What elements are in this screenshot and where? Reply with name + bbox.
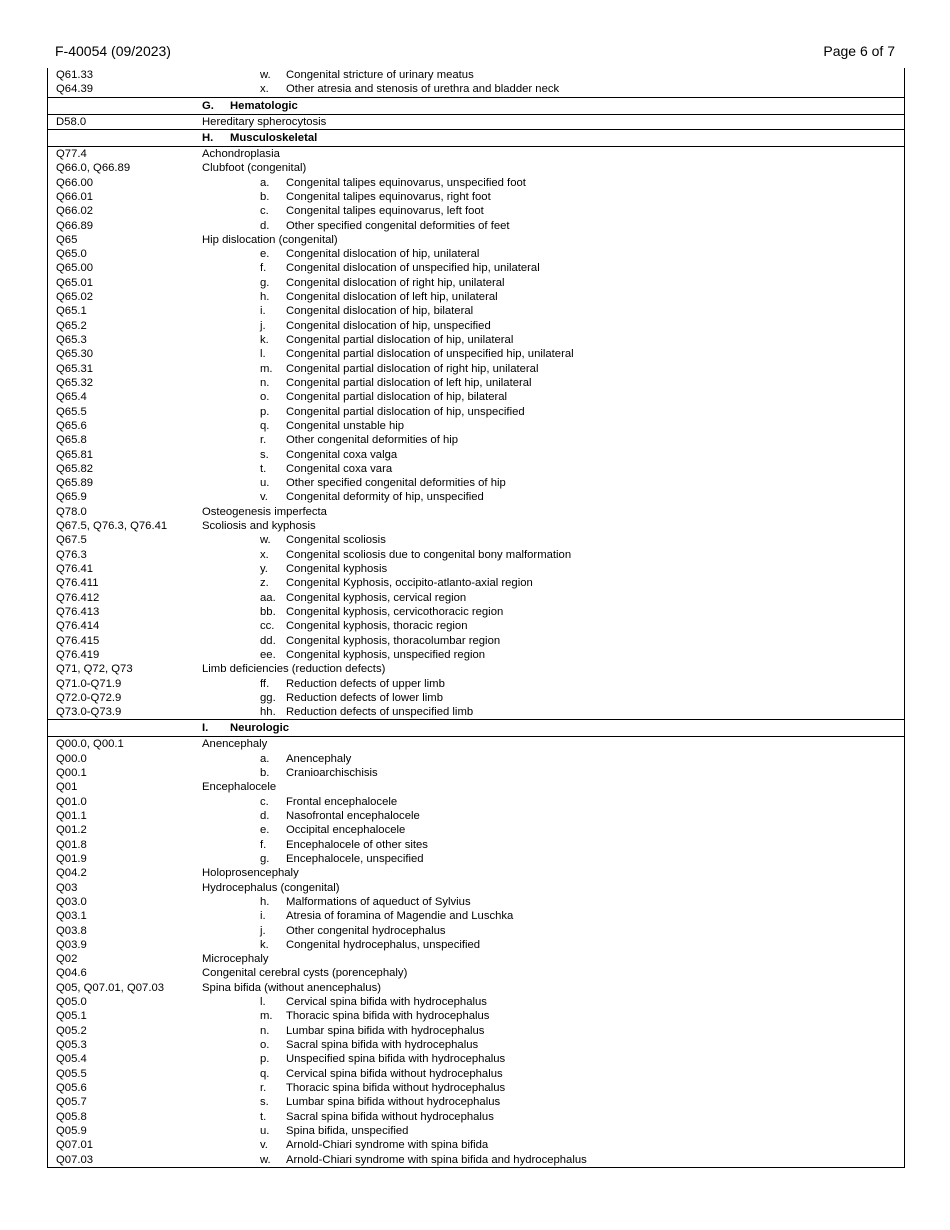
diagnosis-code: Q03 [56,881,78,894]
table-row [48,1024,904,1038]
diagnosis-description: Congenital talipes equinovarus, right foot [286,190,491,203]
section-letter: G. [202,99,214,112]
diagnosis-description: Reduction defects of upper limb [286,677,445,690]
diagnosis-code: Q76.414 [56,620,100,633]
table-row [48,476,904,490]
diagnosis-description: Holoprosencephaly [202,867,299,880]
item-letter: o. [260,391,270,404]
item-letter: q. [260,1067,270,1080]
item-letter: c. [260,795,269,808]
diagnosis-description: Congenital cerebral cysts (porencephaly) [202,967,408,980]
item-letter: r. [260,434,267,447]
diagnosis-code: Q65.30 [56,348,94,361]
diagnosis-code: Q66.02 [56,205,94,218]
table-row [48,247,904,261]
diagnosis-description: Osteogenesis imperfecta [202,505,327,518]
table-row [48,405,904,419]
diagnosis-description: Scoliosis and kyphosis [202,520,316,533]
diagnosis-description: Lumbar spina bifida without hydrocephalus [286,1096,501,1109]
item-letter: g. [260,852,270,865]
table-row [48,705,904,719]
diagnosis-description: Sacral spina bifida with hydrocephalus [286,1039,479,1051]
table-row [48,952,904,966]
item-letter: h. [260,895,270,908]
table-row [48,780,904,794]
section-title: Hematologic [230,99,298,112]
diagnosis-code: Q03.9 [56,938,87,951]
table-row [48,376,904,390]
table-row [48,333,904,347]
diagnosis-description: Congenital scoliosis [286,534,386,547]
diagnosis-code: Q67.5, Q76.3, Q76.41 [56,520,168,533]
table-row [48,648,904,662]
item-letter: x. [260,83,269,96]
item-letter: j. [260,319,266,332]
table-row [48,766,904,780]
diagnosis-code: Q07.03 [56,1153,94,1166]
page-number: Page 6 of 7 [823,43,895,59]
diagnosis-description: Congenital Kyphosis, occipito-atlanto-axial region [286,577,533,590]
diagnosis-code: Q05.9 [56,1124,87,1137]
diagnosis-description: Congenital partial dislocation of left hip, unilateral [286,376,532,389]
item-letter: a. [260,176,270,189]
table-row [48,981,904,995]
table-row [48,533,904,547]
diagnosis-code: Q65.5 [56,405,87,418]
item-letter: l. [260,348,266,361]
diagnosis-description: Unspecified spina bifida with hydrocephalus [286,1053,506,1066]
diagnosis-code: Q71.0-Q71.9 [56,677,122,690]
table-row [48,1067,904,1081]
diagnosis-description: Congenital dislocation of hip, bilateral [286,305,474,318]
item-letter: k. [260,334,269,346]
diagnosis-code: Q67.5 [56,534,87,547]
diagnosis-description: Hydrocephalus (congenital) [202,881,340,894]
item-letter: a. [260,752,270,765]
diagnosis-description: Frontal encephalocele [286,795,398,808]
diagnosis-code: Q65 [56,233,78,246]
section-header [48,97,904,115]
diagnosis-code: Q76.41 [56,563,94,575]
item-letter: f. [260,262,267,275]
diagnosis-description: Hip dislocation (congenital) [202,233,338,246]
item-letter: dd. [260,634,276,647]
diagnosis-description: Microcephaly [202,953,269,966]
table-row [48,634,904,648]
table-row [48,938,904,952]
diagnosis-code: Q61.33 [56,69,94,81]
item-letter: w. [260,1153,271,1166]
table-row [48,562,904,576]
item-letter: h. [260,291,270,304]
table-row [48,924,904,938]
table-row [48,190,904,204]
item-letter: v. [260,1139,268,1152]
item-letter: aa. [260,591,276,604]
diagnosis-description: Congenital stricture of urinary meatus [286,69,474,81]
diagnosis-code: Q05.0 [56,996,87,1009]
section-header [48,129,904,147]
diagnosis-code: Q03.1 [56,910,87,923]
diagnosis-code: Q76.415 [56,634,100,647]
diagnosis-code: Q76.419 [56,648,100,661]
diagnosis-description: Nasofrontal encephalocele [286,810,420,822]
table-row [48,823,904,837]
diagnosis-code: Q65.31 [56,362,94,375]
table-row [48,677,904,691]
item-letter: ff. [260,677,270,690]
diagnosis-code: Q65.82 [56,462,94,475]
table-row [48,1153,904,1167]
item-letter: l. [260,996,266,1009]
diagnosis-code: Q65.02 [56,291,94,304]
diagnosis-description: Other congenital hydrocephalus [286,924,446,937]
item-letter: k. [260,938,269,951]
diagnosis-description: Anencephaly [202,738,268,751]
item-letter: n. [260,1024,270,1037]
diagnosis-code: Q00.1 [56,767,87,780]
diagnosis-code: Q00.0, Q00.1 [56,738,124,751]
diagnosis-description: Arnold-Chiari syndrome with spina bifida [286,1139,489,1152]
table-row [48,966,904,980]
diagnosis-description: Cervical spina bifida without hydrocephalus [286,1067,503,1080]
table-row [48,347,904,361]
diagnosis-description: Reduction defects of unspecified limb [286,706,474,719]
diagnosis-code: Q64.39 [56,83,94,96]
table-row [48,219,904,233]
section-letter: I. [202,722,209,735]
section-title: Neurologic [230,722,289,735]
table-row [48,995,904,1009]
diagnosis-description: Arnold-Chiari syndrome with spina bifida and hydrocephalus [286,1153,587,1166]
item-letter: cc. [260,620,275,633]
diagnosis-code: Q03.0 [56,895,87,908]
item-letter: j. [260,924,266,937]
item-letter: o. [260,1039,270,1051]
diagnosis-code: Q73.0-Q73.9 [56,706,122,719]
diagnosis-description: Atresia of foramina of Magendie and Luschka [286,910,514,923]
table-row [48,619,904,633]
diagnosis-code: Q00.0 [56,752,87,765]
table-row [48,147,904,161]
diagnosis-description: Congenital coxa valga [286,448,398,461]
table-row [48,176,904,190]
table-row [48,1052,904,1066]
table-row [48,490,904,504]
diagnosis-description: Spina bifida (without anencephalus) [202,981,381,994]
diagnosis-description: Congenital talipes equinovarus, left foot [286,205,484,218]
table-row [48,752,904,766]
diagnosis-description: Congenital kyphosis [286,563,388,575]
diagnosis-code: Q76.3 [56,548,87,561]
diagnosis-description: Thoracic spina bifida without hydrocephalus [286,1081,506,1094]
diagnosis-code: Q65.00 [56,262,94,275]
table-row [48,1124,904,1138]
table-row [48,662,904,676]
diagnosis-code: Q78.0 [56,505,87,518]
diagnosis-description: Spina bifida, unspecified [286,1124,409,1137]
section-header [48,719,904,737]
table-row [48,82,904,96]
item-letter: p. [260,1053,270,1066]
diagnosis-code: Q65.89 [56,477,94,490]
diagnosis-code: Q65.6 [56,419,87,432]
diagnosis-description: Reduction defects of lower limb [286,691,443,704]
table-row [48,362,904,376]
diagnosis-description: Congenital partial dislocation of hip, bilateral [286,391,508,404]
diagnosis-description: Other specified congenital deformities of hip [286,477,506,490]
diagnosis-code: Q65.01 [56,276,94,289]
diagnosis-description: Congenital kyphosis, unspecified region [286,648,486,661]
item-letter: u. [260,1124,270,1137]
item-letter: s. [260,448,269,461]
diagnosis-code: Q01.2 [56,824,87,837]
diagnosis-description: Other congenital deformities of hip [286,434,459,447]
diagnosis-description: Congenital dislocation of unspecified hip, unilateral [286,262,540,275]
table-row [48,852,904,866]
diagnosis-description: Other specified congenital deformities of feet [286,219,510,232]
diagnosis-description: Congenital kyphosis, thoracic region [286,620,468,633]
table-row [48,419,904,433]
table-row [48,1009,904,1023]
item-letter: z. [260,577,269,590]
item-letter: w. [260,534,271,547]
table-row [48,838,904,852]
item-letter: y. [260,563,268,575]
table-row [48,795,904,809]
diagnosis-description: Encephalocele, unspecified [286,852,424,865]
table-row [48,161,904,175]
table-row [48,319,904,333]
diagnosis-code: Q66.00 [56,176,94,189]
item-letter: b. [260,190,270,203]
diagnosis-description: Congenital partial dislocation of right hip, unilateral [286,362,539,375]
diagnosis-description: Congenital partial dislocation of unspecified hip, unilateral [286,348,574,361]
diagnosis-description: Congenital partial dislocation of hip, unspecified [286,405,525,418]
diagnosis-code: Q71, Q72, Q73 [56,663,133,676]
item-letter: b. [260,767,270,780]
item-letter: d. [260,219,270,232]
diagnosis-description: Limb deficiencies (reduction defects) [202,663,386,676]
diagnosis-description: Congenital partial dislocation of hip, unilateral [286,334,514,346]
diagnosis-description: Congenital dislocation of hip, unspecified [286,319,491,332]
diagnosis-code: Q65.4 [56,391,87,404]
diagnosis-code: Q76.413 [56,605,100,618]
diagnosis-code: Q65.9 [56,491,87,504]
item-letter: r. [260,1081,267,1094]
diagnosis-code: Q65.8 [56,434,87,447]
diagnosis-code: D58.0 [56,115,87,128]
diagnosis-code: Q01.8 [56,838,87,851]
diagnosis-code: Q05, Q07.01, Q07.03 [56,981,165,994]
diagnosis-description: Hereditary spherocytosis [202,115,327,128]
diagnosis-code: Q65.0 [56,248,87,261]
diagnosis-description: Congenital talipes equinovarus, unspecified foot [286,176,526,189]
item-letter: m. [260,1010,273,1023]
item-letter: q. [260,419,270,432]
table-row [48,290,904,304]
diagnosis-description: Cranioarchischisis [286,767,378,780]
table-row [48,505,904,519]
diagnosis-description: Congenital deformity of hip, unspecified [286,491,484,504]
item-letter: t. [260,1110,267,1123]
diagnosis-description: Occipital encephalocele [286,824,406,837]
table-row [48,691,904,705]
diagnosis-code: Q05.5 [56,1067,87,1080]
item-letter: x. [260,548,269,561]
diagnosis-code: Q05.4 [56,1053,87,1066]
item-letter: g. [260,276,270,289]
diagnosis-code: Q65.32 [56,376,94,389]
diagnosis-code: Q66.0, Q66.89 [56,162,131,175]
table-row [48,115,904,129]
diagnosis-code: Q65.81 [56,448,94,461]
table-row [48,576,904,590]
form-id: F-40054 (09/2023) [55,43,171,59]
diagnosis-description: Encephalocele [202,781,277,794]
code-table [47,68,905,1168]
table-row [48,233,904,247]
item-letter: bb. [260,605,276,618]
diagnosis-code: Q77.4 [56,147,87,160]
table-row [48,1138,904,1152]
diagnosis-code: Q01 [56,781,78,794]
diagnosis-code: Q03.8 [56,924,87,937]
diagnosis-description: Thoracic spina bifida with hydrocephalus [286,1010,490,1023]
diagnosis-code: Q65.3 [56,334,87,346]
diagnosis-description: Congenital kyphosis, thoracolumbar region [286,634,501,647]
diagnosis-code: Q65.2 [56,319,87,332]
table-row [48,737,904,751]
diagnosis-code: Q76.411 [56,577,99,590]
table-row [48,881,904,895]
diagnosis-description: Sacral spina bifida without hydrocephalus [286,1110,494,1123]
diagnosis-description: Achondroplasia [202,147,280,160]
item-letter: e. [260,248,270,261]
diagnosis-code: Q66.01 [56,190,94,203]
diagnosis-description: Other atresia and stenosis of urethra and bladder neck [286,83,560,96]
item-letter: m. [260,362,273,375]
diagnosis-code: Q05.2 [56,1024,87,1037]
table-row [48,548,904,562]
item-letter: u. [260,477,270,490]
diagnosis-code: Q01.1 [56,810,87,822]
diagnosis-code: Q65.1 [56,305,87,318]
diagnosis-description: Congenital coxa vara [286,462,393,475]
diagnosis-description: Clubfoot (congenital) [202,162,307,175]
table-row [48,448,904,462]
diagnosis-description: Cervical spina bifida with hydrocephalus [286,996,487,1009]
diagnosis-code: Q05.6 [56,1081,87,1094]
diagnosis-description: Encephalocele of other sites [286,838,428,851]
diagnosis-code: Q76.412 [56,591,100,604]
item-letter: s. [260,1096,269,1109]
table-row [48,276,904,290]
diagnosis-description: Congenital dislocation of left hip, unilateral [286,291,498,304]
item-letter: n. [260,376,270,389]
diagnosis-code: Q72.0-Q72.9 [56,691,122,704]
diagnosis-code: Q04.2 [56,867,87,880]
table-row [48,866,904,880]
table-row [48,909,904,923]
item-letter: e. [260,824,270,837]
item-letter: w. [260,69,271,81]
diagnosis-code: Q01.0 [56,795,87,808]
item-letter: v. [260,491,268,504]
item-letter: p. [260,405,270,418]
item-letter: t. [260,462,267,475]
diagnosis-description: Congenital unstable hip [286,419,405,432]
table-row [48,304,904,318]
diagnosis-description: Anencephaly [286,752,352,765]
table-row [48,433,904,447]
diagnosis-code: Q66.89 [56,219,94,232]
table-row [48,462,904,476]
item-letter: hh. [260,706,276,719]
table-row [48,1095,904,1109]
table-row [48,809,904,823]
table-row [48,519,904,533]
diagnosis-description: Congenital hydrocephalus, unspecified [286,938,481,951]
diagnosis-description: Malformations of aqueduct of Sylvius [286,895,471,908]
diagnosis-description: Congenital kyphosis, cervicothoracic region [286,605,504,618]
section-title: Musculoskeletal [230,131,318,144]
table-row [48,390,904,404]
section-letter: H. [202,131,214,144]
diagnosis-code: Q01.9 [56,852,87,865]
item-letter: i. [260,305,266,318]
table-row [48,895,904,909]
diagnosis-code: Q07.01 [56,1139,94,1152]
table-row [48,1038,904,1052]
diagnosis-code: Q02 [56,953,78,966]
table-row [48,204,904,218]
diagnosis-code: Q05.1 [56,1010,87,1023]
diagnosis-description: Congenital dislocation of hip, unilateral [286,248,480,261]
table-row [48,68,904,82]
diagnosis-code: Q05.3 [56,1039,87,1051]
diagnosis-description: Congenital scoliosis due to congenital bony malformation [286,548,572,561]
table-row [48,605,904,619]
item-letter: gg. [260,691,276,704]
table-row [48,1081,904,1095]
diagnosis-code: Q05.8 [56,1110,87,1123]
table-row [48,591,904,605]
diagnosis-description: Lumbar spina bifida with hydrocephalus [286,1024,485,1037]
diagnosis-code: Q05.7 [56,1096,87,1109]
diagnosis-description: Congenital kyphosis, cervical region [286,591,467,604]
item-letter: i. [260,910,266,923]
item-letter: ee. [260,648,276,661]
table-row [48,1110,904,1124]
item-letter: f. [260,838,267,851]
diagnosis-description: Congenital dislocation of right hip, unilateral [286,276,505,289]
table-row [48,261,904,275]
diagnosis-code: Q04.6 [56,967,87,980]
item-letter: d. [260,810,270,822]
item-letter: c. [260,205,269,218]
